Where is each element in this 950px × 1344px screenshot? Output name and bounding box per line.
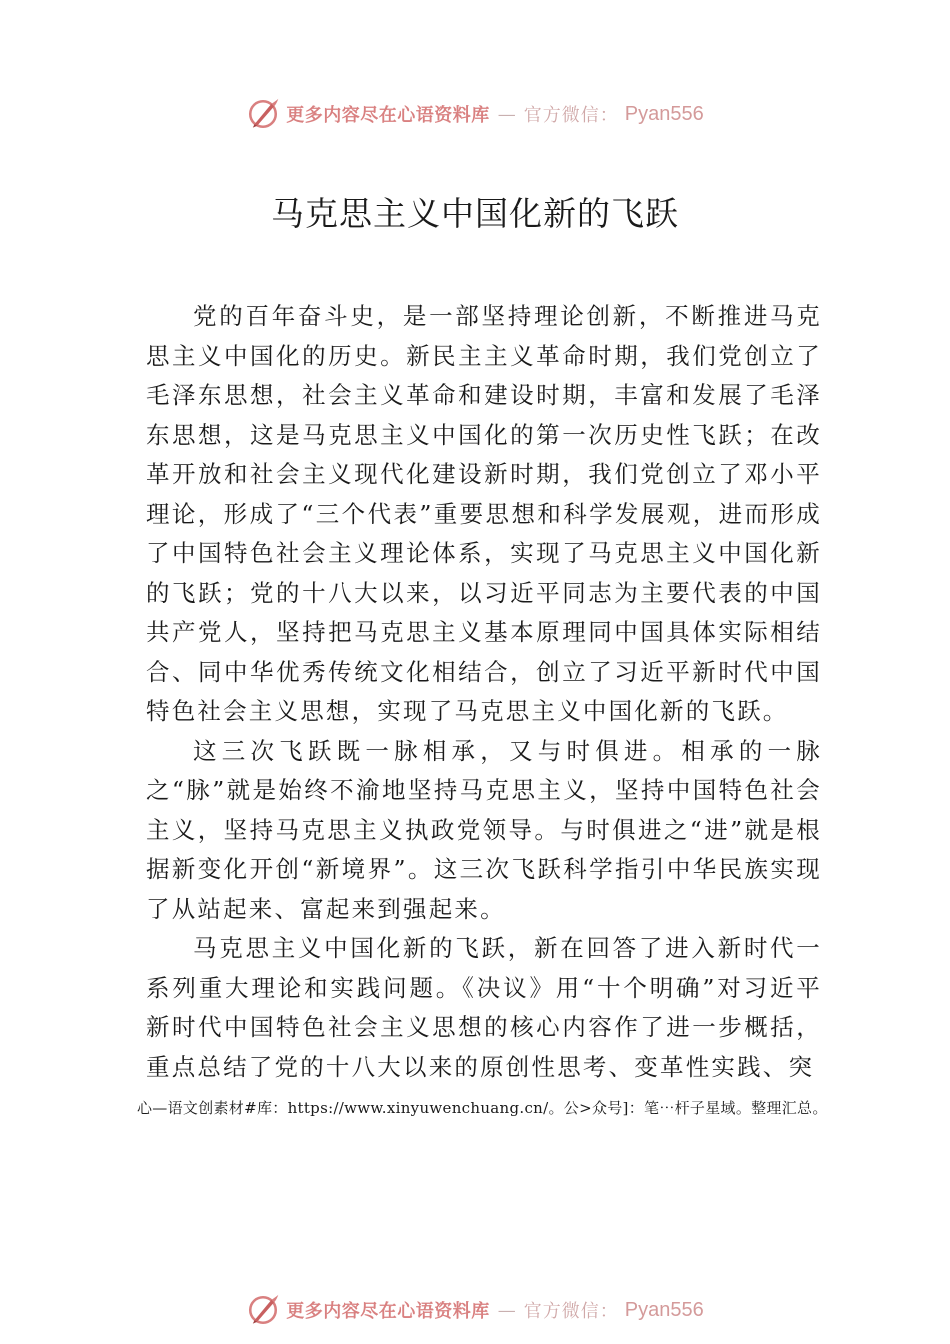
- source-footnote: 心—语文创素材#库：https://www.xinyuwenchuang.cn/。公>众号]：笔⋯杆子星域。整理汇总。: [137, 1099, 828, 1117]
- quill-pen-seal-icon: [246, 97, 280, 131]
- footer-banner-content: [246, 1293, 703, 1327]
- banner-separator: —: [497, 1299, 516, 1321]
- header-banner-content: [246, 97, 703, 131]
- banner-wechat-id: Pyan556: [624, 102, 704, 125]
- banner-wechat-label: 官方微信：: [523, 1301, 619, 1322]
- banner-wechat-label: 官方微信：: [523, 105, 619, 126]
- quill-pen-seal-icon: [246, 1293, 280, 1327]
- paragraph-2: 这三次飞跃既一脉相承，又与时俱进。相承的一脉之“脉”就是始终不渝地坚持马克思主义，坚持中国特色社会主义，坚持马克思主义执政党领导。与时俱进之“进”就是根据新变化开创“新境界”。这三次飞跃科学指引中华民族实现了从站起来、富起来到强起来。: [146, 736, 822, 923]
- banner-wechat-id: Pyan556: [624, 1298, 704, 1321]
- document-title: 马克思主义中国化新的飞跃: [271, 194, 679, 233]
- banner-separator: —: [497, 103, 516, 125]
- document-body: [146, 297, 822, 1087]
- paragraph-1: 党的百年奋斗史，是一部坚持理论创新，不断推进马克思主义中国化的历史。新民主主义革命时期，我们党创立了毛泽东思想，社会主义革命和建设时期，丰富和发展了毛泽东思想，这是马克思主义中国化的第一次历史性飞跃；在改革开放和社会主义现代化建设新时期，我们党创立了邓小平理论，形成了“三个代表”重要思想和科学发展观，进而形成了中国特色社会主义理论体系，实现了马克思主义中国化新的飞跃；党的十八大以来，以习近平同志为主要代表的中国共产党人，坚持把马克思主义基本原理同中国具体实际相结合、同中华优秀传统文化相结合，创立了习近平新时代中国特色社会主义思想，实现了马克思主义中国化新的飞跃。: [146, 302, 822, 725]
- banner-main-text: 更多内容尽在心语资料库: [286, 1301, 490, 1322]
- footer-banner: [0, 1290, 950, 1330]
- banner-main-text: 更多内容尽在心语资料库: [286, 105, 490, 126]
- paragraph-3: 马克思主义中国化新的飞跃，新在回答了进入新时代一系列重大理论和实践问题。《决议》用“十个明确”对习近平新时代中国特色社会主义思想的核心内容作了进一步概括，重点总结了党的十八大以来的原创性思考、变革性实践、突: [146, 934, 822, 1081]
- header-banner: [0, 94, 950, 134]
